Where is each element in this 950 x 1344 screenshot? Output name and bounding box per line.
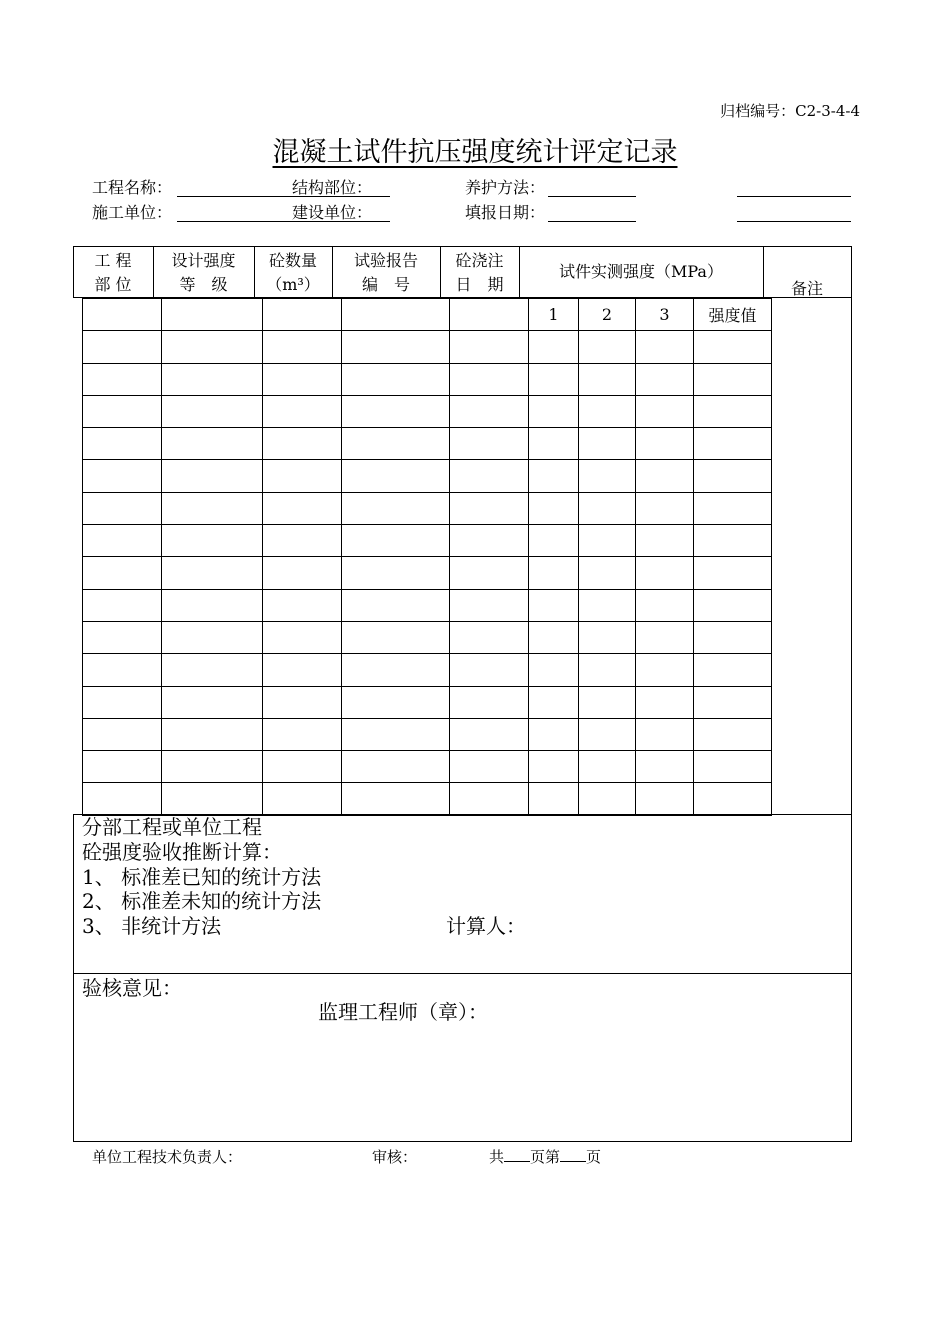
extra-field-1[interactable] (737, 196, 851, 197)
cell[interactable] (162, 654, 263, 686)
cell[interactable] (83, 299, 162, 331)
cell[interactable] (263, 751, 342, 783)
cell[interactable] (162, 525, 263, 557)
curing-method-label: 养护方法： (465, 178, 546, 197)
calculator-label: 计算人： (446, 914, 526, 938)
calc-line1: 分部工程或单位工程 (82, 815, 262, 839)
review-label: 验核意见： (82, 976, 182, 1000)
cell[interactable] (263, 718, 342, 750)
cell[interactable] (636, 686, 694, 718)
archive-number: 归档编号：C2-3-4-4 (720, 102, 860, 120)
cell[interactable] (162, 751, 263, 783)
cell[interactable] (450, 557, 529, 589)
cell[interactable] (529, 460, 579, 492)
col-report-header (332, 249, 440, 297)
cell[interactable] (342, 363, 450, 395)
col-part-header (73, 249, 153, 297)
col-part-line2: 部 位 (94, 275, 132, 294)
cell[interactable] (694, 525, 772, 557)
cell[interactable] (636, 589, 694, 621)
cell[interactable] (83, 686, 162, 718)
cell[interactable] (162, 718, 263, 750)
table-row (83, 589, 772, 621)
cell[interactable] (342, 525, 450, 557)
cell[interactable] (694, 331, 772, 363)
cell[interactable] (263, 525, 342, 557)
cell[interactable] (342, 751, 450, 783)
cell[interactable] (694, 557, 772, 589)
cell[interactable] (162, 686, 263, 718)
cell[interactable] (263, 654, 342, 686)
cell[interactable] (636, 492, 694, 524)
col-pour-line2: 日 期 (455, 275, 504, 294)
cell[interactable] (579, 718, 636, 750)
cell[interactable] (694, 589, 772, 621)
cell[interactable] (83, 525, 162, 557)
cell[interactable] (342, 557, 450, 589)
cell[interactable] (579, 621, 636, 653)
cell[interactable] (529, 557, 579, 589)
cell[interactable] (342, 783, 450, 815)
cell[interactable] (263, 299, 342, 331)
cell[interactable] (263, 621, 342, 653)
cell[interactable] (450, 460, 529, 492)
cell[interactable] (636, 751, 694, 783)
cell[interactable] (83, 589, 162, 621)
page-count (489, 1146, 601, 1167)
table-row (83, 331, 772, 363)
col-remark-header: 备注 (790, 279, 823, 298)
check-label: 审核： (372, 1148, 418, 1166)
cell[interactable] (694, 751, 772, 783)
col-report-line2: 编 号 (361, 275, 410, 294)
cell[interactable] (579, 460, 636, 492)
remark-edge (851, 298, 852, 330)
table-row (83, 395, 772, 427)
cell[interactable] (694, 686, 772, 718)
cell[interactable] (162, 331, 263, 363)
page-current-prefix: 页第 (530, 1148, 561, 1166)
remark-column-edge (851, 330, 852, 814)
cell[interactable] (450, 621, 529, 653)
cell[interactable] (342, 654, 450, 686)
sub-col-1: 1 (529, 299, 579, 331)
cell[interactable] (83, 557, 162, 589)
cell[interactable] (342, 718, 450, 750)
cell[interactable] (83, 363, 162, 395)
cell[interactable] (342, 589, 450, 621)
col-report-line1: 试验报告 (353, 251, 418, 270)
cell[interactable] (162, 557, 263, 589)
table-row (83, 686, 772, 718)
cell[interactable] (342, 299, 450, 331)
cell[interactable] (263, 557, 342, 589)
cell[interactable] (636, 331, 694, 363)
cell[interactable] (636, 395, 694, 427)
cell[interactable] (342, 492, 450, 524)
cell[interactable] (162, 395, 263, 427)
cell[interactable] (579, 654, 636, 686)
col-strength-header: 试件实测强度（MPa） (559, 262, 723, 281)
cell[interactable] (694, 460, 772, 492)
cell[interactable] (450, 783, 529, 815)
cell[interactable] (263, 589, 342, 621)
cell[interactable] (694, 718, 772, 750)
col-pour-header (440, 249, 519, 297)
page-current-field[interactable] (560, 1161, 586, 1162)
cell[interactable] (694, 654, 772, 686)
project-name-label: 工程名称： (92, 178, 173, 197)
cell[interactable] (529, 654, 579, 686)
cell[interactable] (529, 492, 579, 524)
cell[interactable] (529, 621, 579, 653)
cell[interactable] (83, 718, 162, 750)
cell[interactable] (162, 589, 263, 621)
build-unit-label: 建设单位： (292, 203, 373, 222)
cell[interactable] (263, 460, 342, 492)
title-text: 混凝土试件抗压强度统计评定记录 (272, 137, 678, 168)
cell[interactable] (636, 428, 694, 460)
cell[interactable] (450, 299, 529, 331)
cell[interactable] (450, 363, 529, 395)
construction-unit-label: 施工单位： (92, 203, 173, 222)
table-row (83, 654, 772, 686)
page-total-field[interactable] (504, 1161, 530, 1162)
cell[interactable] (694, 783, 772, 815)
calc-item2: 2、 标准差未知的统计方法 (82, 889, 322, 913)
col-part-line1: 工 程 (94, 251, 132, 270)
cell[interactable] (83, 751, 162, 783)
sub-col-3: 3 (636, 299, 694, 331)
structure-part-label: 结构部位： (292, 178, 373, 197)
cell[interactable] (83, 395, 162, 427)
cell[interactable] (636, 621, 694, 653)
cell[interactable] (636, 525, 694, 557)
page-title (0, 130, 950, 169)
cell[interactable] (83, 460, 162, 492)
table-row (83, 363, 772, 395)
review-section (73, 973, 852, 1142)
cell[interactable] (450, 331, 529, 363)
cell[interactable] (529, 686, 579, 718)
cell[interactable] (529, 363, 579, 395)
cell[interactable] (263, 395, 342, 427)
report-date-label: 填报日期： (465, 203, 546, 222)
col-volume-line2: （m³） (266, 275, 320, 294)
table-row (83, 621, 772, 653)
sub-col-value: 强度值 (694, 299, 772, 331)
page-total-prefix: 共 (489, 1148, 505, 1166)
cell[interactable] (263, 686, 342, 718)
cell[interactable] (636, 654, 694, 686)
cell[interactable] (342, 428, 450, 460)
cell[interactable] (579, 331, 636, 363)
cell[interactable] (162, 428, 263, 460)
cell[interactable] (83, 331, 162, 363)
cell[interactable] (529, 331, 579, 363)
cell[interactable] (263, 363, 342, 395)
cell[interactable] (579, 525, 636, 557)
cell[interactable] (579, 686, 636, 718)
cell[interactable] (529, 525, 579, 557)
cell[interactable] (529, 395, 579, 427)
cell[interactable] (579, 428, 636, 460)
col-grade-header (153, 249, 254, 297)
cell[interactable] (450, 492, 529, 524)
cell[interactable] (529, 783, 579, 815)
cell[interactable] (162, 460, 263, 492)
supervisor-label: 监理工程师（章）： (318, 1000, 488, 1024)
cell[interactable] (694, 395, 772, 427)
cell[interactable] (579, 589, 636, 621)
col-pour-line1: 砼浇注 (455, 251, 504, 270)
sub-col-2: 2 (579, 299, 636, 331)
col-volume-line1: 砼数量 (268, 251, 317, 270)
cell[interactable] (450, 589, 529, 621)
cell[interactable] (636, 557, 694, 589)
subheader-row (83, 299, 772, 331)
cell[interactable] (162, 492, 263, 524)
cell[interactable] (450, 718, 529, 750)
cell[interactable] (263, 428, 342, 460)
cell[interactable] (342, 460, 450, 492)
cell[interactable] (342, 395, 450, 427)
cell[interactable] (694, 428, 772, 460)
cell[interactable] (450, 686, 529, 718)
col-grade-line2: 等 级 (179, 275, 228, 294)
cell[interactable] (342, 686, 450, 718)
cell[interactable] (529, 428, 579, 460)
cell[interactable] (694, 621, 772, 653)
cell[interactable] (529, 589, 579, 621)
cell[interactable] (342, 331, 450, 363)
cell[interactable] (162, 621, 263, 653)
cell[interactable] (83, 428, 162, 460)
calc-item3: 3、 非统计方法 (82, 914, 222, 938)
cell[interactable] (579, 395, 636, 427)
cell[interactable] (450, 395, 529, 427)
cell[interactable] (342, 621, 450, 653)
report-date-field[interactable] (548, 221, 636, 222)
cell[interactable] (636, 363, 694, 395)
cell[interactable] (83, 654, 162, 686)
cell[interactable] (83, 783, 162, 815)
calc-item1: 1、 标准差已知的统计方法 (82, 865, 322, 889)
table-row (83, 557, 772, 589)
cell[interactable] (450, 428, 529, 460)
table-row (83, 460, 772, 492)
page-suffix: 页 (586, 1148, 602, 1166)
cell[interactable] (83, 621, 162, 653)
cell[interactable] (636, 783, 694, 815)
cell[interactable] (636, 718, 694, 750)
cell[interactable] (579, 557, 636, 589)
table-row (83, 525, 772, 557)
cell[interactable] (450, 751, 529, 783)
table-row (83, 492, 772, 524)
col-volume-header (254, 249, 332, 297)
tech-lead-label: 单位工程技术负责人： (92, 1148, 243, 1166)
cell[interactable] (162, 299, 263, 331)
table-row (83, 783, 772, 815)
cell[interactable] (579, 783, 636, 815)
table-row (83, 428, 772, 460)
cell[interactable] (263, 783, 342, 815)
curing-method-field[interactable] (548, 196, 636, 197)
cell[interactable] (450, 525, 529, 557)
cell[interactable] (83, 492, 162, 524)
cell[interactable] (529, 751, 579, 783)
cell[interactable] (694, 363, 772, 395)
cell[interactable] (162, 363, 263, 395)
cell[interactable] (579, 751, 636, 783)
data-grid (82, 298, 772, 816)
cell[interactable] (450, 654, 529, 686)
cell[interactable] (263, 492, 342, 524)
table-row (83, 751, 772, 783)
cell[interactable] (263, 331, 342, 363)
cell[interactable] (694, 492, 772, 524)
col-grade-line1: 设计强度 (171, 251, 236, 270)
table-row (83, 718, 772, 750)
cell[interactable] (162, 783, 263, 815)
cell[interactable] (579, 363, 636, 395)
cell[interactable] (529, 718, 579, 750)
calc-line2: 砼强度验收推断计算： (82, 840, 282, 864)
cell[interactable] (579, 492, 636, 524)
extra-field-2[interactable] (737, 221, 851, 222)
cell[interactable] (636, 460, 694, 492)
